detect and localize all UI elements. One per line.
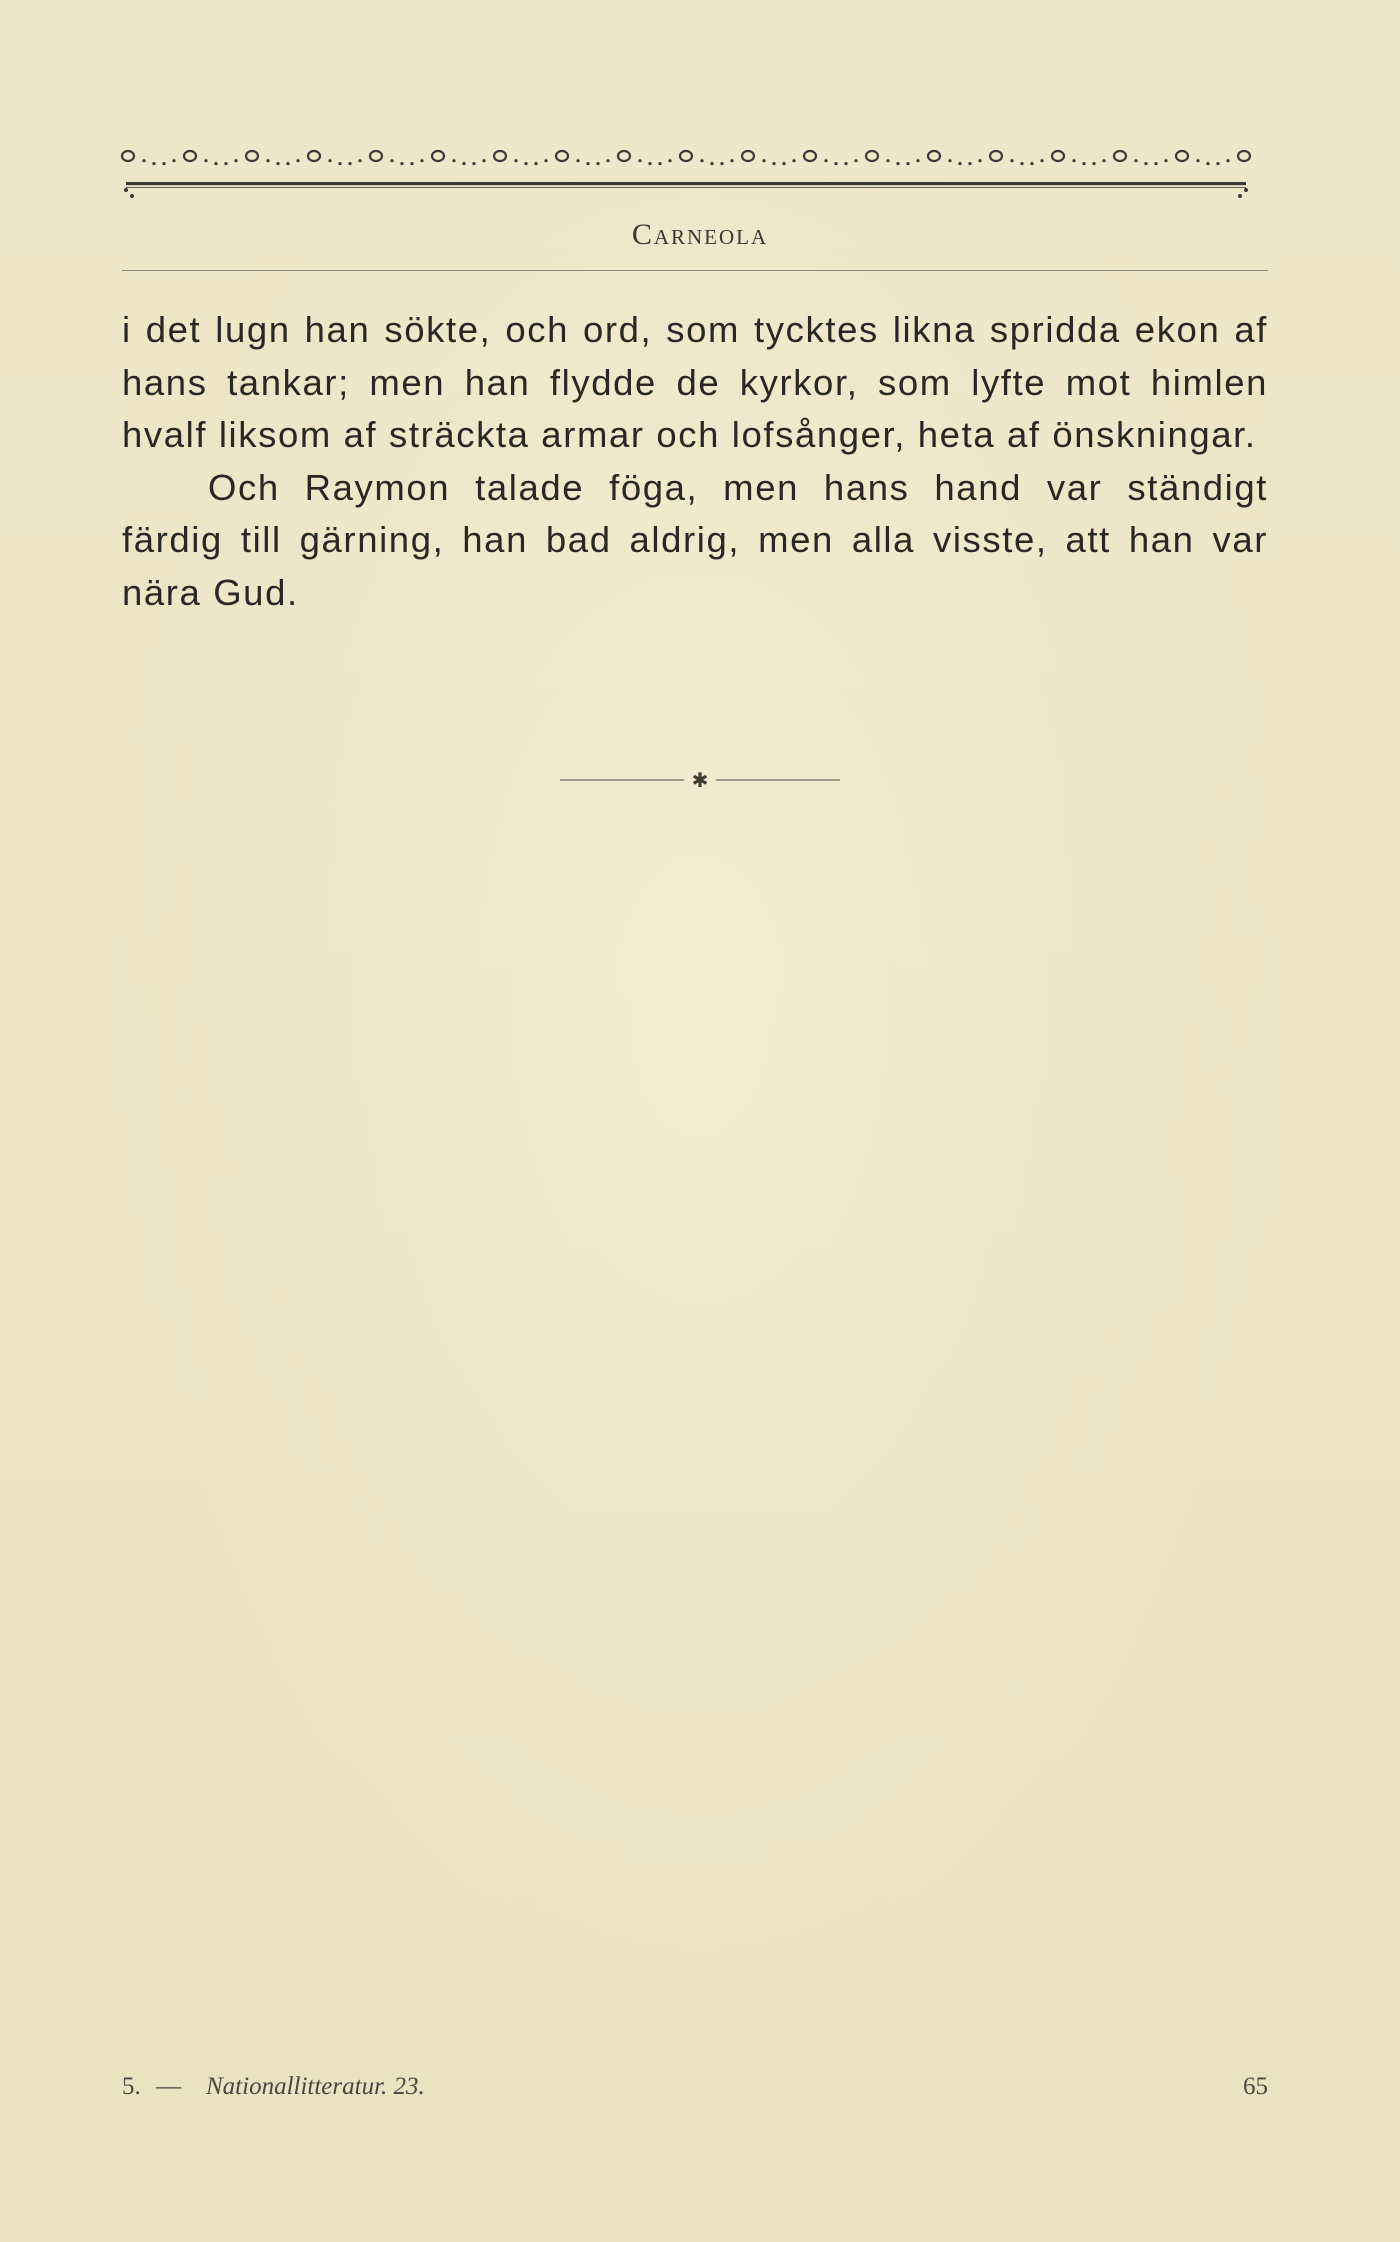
ornament-dot	[762, 159, 765, 162]
ornament-dot	[162, 162, 165, 165]
ornament-dot	[906, 162, 909, 165]
ornament-dot	[886, 159, 889, 162]
ornament-dot	[358, 159, 361, 162]
ornament-ring	[1176, 151, 1188, 161]
ornament-dot	[1040, 159, 1043, 162]
ornament-ring	[556, 151, 568, 161]
ornament-dot	[400, 162, 403, 165]
ornament-ring	[680, 151, 692, 161]
ornament-ring	[618, 151, 630, 161]
ornament-dot	[452, 159, 455, 162]
paragraph-1: i det lugn han sökte, och ord, som tycktes likna spridda ekon af hans tankar; men han flydde de kyrkor, som lyfte mot himlen hvalf liksom af sträckta armar och lofsånger, heta af önskningar.	[122, 309, 1268, 455]
header-rule	[122, 270, 1268, 271]
ornament-dot	[1092, 162, 1095, 165]
ornament-dot	[824, 159, 827, 162]
ornament-dot	[958, 162, 961, 165]
ornament-dot	[1206, 162, 1209, 165]
ornament-dot	[648, 162, 651, 165]
ornament-dot	[524, 162, 527, 165]
signature-mark: 5.	[122, 2073, 141, 2100]
ornament-ring	[308, 151, 320, 161]
ornament-dot	[854, 159, 857, 162]
ornament-ring	[122, 151, 134, 161]
ornament-dot	[348, 162, 351, 165]
ornament-dot	[276, 162, 279, 165]
ornament-dot	[286, 162, 289, 165]
paragraph-2: Och Raymon talade föga, men hans hand var ständigt färdig till gärning, han bad aldrig, men alla visste, att han var nära Gud.	[122, 466, 1268, 613]
ornament-dot	[1010, 159, 1013, 162]
header-ornament	[120, 134, 1254, 204]
ornament-dot	[462, 162, 465, 165]
ornament-ring	[990, 151, 1002, 161]
ornament-ring	[928, 151, 940, 161]
page-number: 65	[1243, 2073, 1268, 2100]
ornament-dot	[420, 159, 423, 162]
section-divider	[560, 768, 840, 792]
ornament-dot	[710, 162, 713, 165]
ornament-dot	[338, 162, 341, 165]
ornament-dot	[782, 162, 785, 165]
footer-dash: —	[156, 2073, 181, 2100]
ornament-ring	[866, 151, 878, 161]
body-text	[122, 304, 1268, 619]
ornament-dot	[596, 162, 599, 165]
ornament-dot	[544, 159, 547, 162]
ornament-dot	[792, 159, 795, 162]
ornament-ring	[432, 151, 444, 161]
ornament-dot	[172, 159, 175, 162]
ornament-dot	[1072, 159, 1075, 162]
ornament-dot	[1030, 162, 1033, 165]
ornament-dot	[410, 162, 413, 165]
ornament-dot	[1134, 159, 1137, 162]
asterism-icon: ✱	[691, 768, 709, 792]
ornament-ring	[1238, 151, 1250, 161]
ornament-ring	[1114, 151, 1126, 161]
ornament-dot	[606, 159, 609, 162]
ornament-dot	[700, 159, 703, 162]
ornament-dot	[772, 162, 775, 165]
ornament-dot	[224, 162, 227, 165]
ornament-dot	[234, 159, 237, 162]
ornament-dot	[968, 162, 971, 165]
ornament-ring	[184, 151, 196, 161]
ornament-dot	[1082, 162, 1085, 165]
ornament-dot	[266, 159, 269, 162]
ornament-dot	[586, 162, 589, 165]
running-head: Carneola	[631, 218, 769, 251]
ornament-dot	[1196, 159, 1199, 162]
ornament-dot	[1216, 162, 1219, 165]
ornament-dot	[1144, 162, 1147, 165]
ornament-dot	[978, 159, 981, 162]
ornament-dot	[638, 159, 641, 162]
ornament-dot	[1020, 162, 1023, 165]
ornament-dot	[834, 162, 837, 165]
ornament-dot	[1164, 159, 1167, 162]
ornament-dot	[534, 162, 537, 165]
ornament-dot	[948, 159, 951, 162]
ornament-ring	[1052, 151, 1064, 161]
ornament-dot	[844, 162, 847, 165]
ornament-dot	[204, 159, 207, 162]
ornament-dot	[328, 159, 331, 162]
ornament-dot	[658, 162, 661, 165]
page-footer	[122, 2073, 1268, 2113]
ornament-dot	[482, 159, 485, 162]
ornament-dot	[668, 159, 671, 162]
ornament-dot	[214, 162, 217, 165]
ornament-dot	[1154, 162, 1157, 165]
publication-title: Nationallitteratur. 23.	[206, 2073, 425, 2100]
ornament-dot	[152, 162, 155, 165]
ornament-ring	[246, 151, 258, 161]
ornament-dot	[142, 159, 145, 162]
ornament-ring	[804, 151, 816, 161]
ornament-ring	[370, 151, 382, 161]
ornament-dot	[916, 159, 919, 162]
ornament-dot	[390, 159, 393, 162]
ornament-dot	[730, 159, 733, 162]
ornament-dot	[472, 162, 475, 165]
ornament-dot	[514, 159, 517, 162]
ornament-ring	[742, 151, 754, 161]
ornament-dot	[896, 162, 899, 165]
ornament-dot	[576, 159, 579, 162]
ornament-dot	[1102, 159, 1105, 162]
ornament-dot	[296, 159, 299, 162]
ornament-dot	[1226, 159, 1229, 162]
ornament-dot	[720, 162, 723, 165]
ornament-ring	[494, 151, 506, 161]
